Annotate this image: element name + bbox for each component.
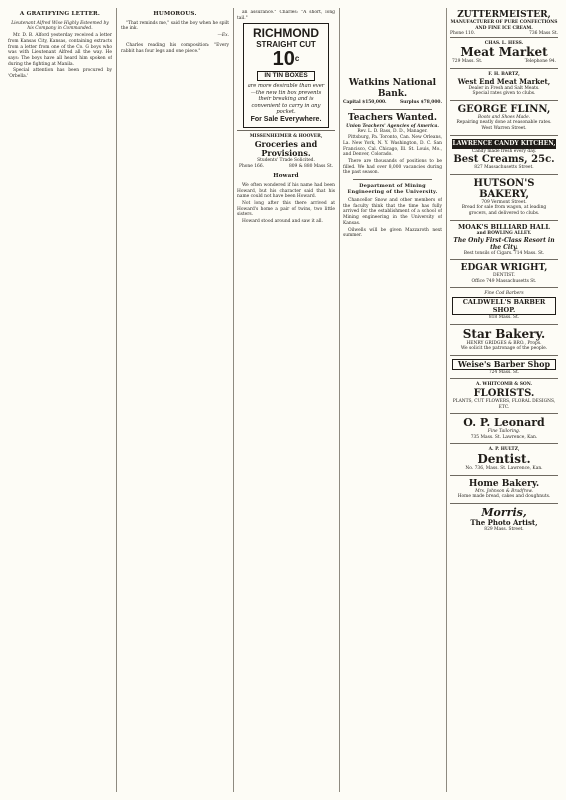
dentist-title: Dentist. [477,451,531,466]
story-heading: Howard [273,173,299,180]
column-rule [446,8,447,792]
article-body: Mr. D. B. Alford yesterday received a letter from Kansas City, Kansas, containing extracts from a letter from one of the Co. G boys who was with Lieutenant Alfred all the way. He says: The boys have all heard him spoken of during the fighting at Manila. [8,33,112,67]
teachers-cities: Pittsburg, Pa. Toronto, Can. New Orleans, La. New York, N. Y. Washington, D. C. San Francisco, Cal. Chicago, Ill. St. Louis, Mo., and Denver, Colorado. [343,135,442,158]
column-rule [233,8,234,792]
humor-closing: Charles reading his composition: "Every rabbit has four legs and one piece." [121,42,229,54]
west-end-advertisement [450,68,558,100]
teachers-subtitle: Union Teachers' Agencies of America. [346,123,439,129]
zuttermeister-address: 736 Mass St. [529,31,558,37]
grocer-address: 809 & 880 Mass St. [288,163,333,169]
meat-market-title: Meat Market [460,45,548,60]
joke-signature: —Ex. [217,33,229,39]
column-rule [339,8,340,792]
leonard-address: 735 Mass. St. Lawrence, Kan. [470,434,538,440]
hultz-advertisement [450,443,558,474]
caldwell-advertisement [450,287,558,323]
price-value: 10 [272,48,295,71]
richmond-title: RICHMOND [253,26,319,41]
missenheimer-advertisement [237,130,335,172]
whitcomb-name: A. WHITCOMB & SON. [475,382,533,388]
wright-title: EDGAR WRIGHT, [460,263,548,274]
article-heading: Department of Mining Engineering of the University. [347,183,438,196]
flinn-subtitle: Boots and Shoes Made. [477,114,531,120]
weise-advertisement [450,355,558,379]
star-bakery-title: Star Bakery. [462,326,546,341]
moak-advertisement [450,220,558,260]
trade-solicited: Students' Trade Solicited. [257,158,315,164]
florists-title: FLORISTS. [473,387,535,399]
morris-advertisement [450,503,558,536]
leonard-title: O. P. Leonard [463,416,545,430]
teachers-title: Teachers Wanted. [348,112,437,123]
candy-kitchen-banner: LAWRENCE CANDY KITCHEN, [452,139,556,147]
zuttermeister-title: ZUTTERMEISTER, [457,10,551,20]
column-top-text: an assurance." Charles: "A short, long tail." [237,10,335,21]
wright-subtitle: DENTIST. [493,273,515,279]
article-closing: Special attention has been procured by 'Orbella.' [8,68,112,80]
hutson-bakery-note: Bread for sale from wagon, at leading grocers, and delivered to clubs. [461,205,547,216]
star-bakery-advertisement [450,324,558,355]
home-bakery-advertisement [450,475,558,503]
hutson-bakery-address: 709 Vermont Street. [481,199,527,205]
article-lead: Lieutenant Alfred Wise Highly Esteemed by his Company in Commanded. [11,20,109,32]
florists-subtitle: PLANTS, CUT FLOWERS, FLORAL DESIGNS, ETC. [452,398,556,410]
leonard-advertisement [450,413,558,443]
meat-phone: Telephone 94. [524,59,556,65]
hess-advertisement [450,37,558,68]
tin-boxes-label: IN TIN BOXES [257,71,315,81]
caldwell-tagline: Fine Cod Barbers [484,291,524,297]
photo-artist-title: The Photo Artist, [470,517,538,527]
west-end-subtitle: Dealer in Fresh and Salt Meats. [468,85,540,91]
candy-kitchen-advertisement [450,135,558,174]
grocer-name: MISSENHEIMER & HOOVER, [249,134,323,140]
candy-kitchen-address: 827 Massachusetts Street. [474,165,534,171]
mining-article: Chancellor Snow and other members of the faculty think that the time has fully arrived for the establishment of a school of Mining engineering in the University of Kansas. [343,198,442,226]
home-bakery-title: Home Bakery. [468,478,540,489]
zuttermeister-subtitle: MANUFACTURER OF PURE CONFECTIONS AND FINE ICE CREAM. [450,20,558,31]
article-heading: A GRATIFYING LETTER. [19,11,101,17]
wright-address: Office 749 Massachusetts St. [471,278,537,284]
column-humorous [121,10,229,790]
story-end: Not long after this there arrived at Howard's home a pair of twins, two little sisters. [237,201,335,218]
meat-address: 729 Mass. St. [452,59,483,65]
mining-closing: Oilwells will be given Mazzaroth next summer. [343,227,442,239]
moak-subtitle: and BOWLING ALLEY. [476,231,532,236]
teachers-manager: Rev. L. D. Bass, D. D., Manager. [357,129,428,135]
richmond-price [247,49,325,69]
teachers-note: There are thousands of positions to be filled. We had over 8,000 vacancies during the past season. [343,158,442,176]
moak-note: Best tonsils of Cigars. 714 Mass. St. [463,250,545,256]
grocer-phone: Phone 166. [239,163,265,169]
whitcomb-advertisement [450,378,558,413]
candy-kitchen-price: Best Creams, 25c. [453,154,555,166]
caldwell-address: 818 Mass. St. [488,314,520,320]
column-gratifying-letter [8,10,112,790]
moak-slogan: The Only First-Class Resort in the City. [453,236,555,251]
flinn-advertisement [450,100,558,135]
leonard-subtitle: Fine Tailoring. [487,429,521,435]
groceries-label: Groceries and Provisions. [254,139,318,159]
bank-surplus: Surplus $78,000. [400,100,442,105]
column-richmond-howard [237,10,335,790]
wright-advertisement [450,259,558,287]
flinn-note: Repairing neatly done at reasonable rates. West Warren Street. [456,120,552,131]
west-end-title: West End Meat Market, [457,76,551,86]
star-bakery-subtitle: HENRY GRIDGES & BRO., Props. [466,340,542,346]
bank-capital: Capital $150,000. [343,100,387,105]
flinn-title: GEORGE FLINN, [457,103,551,115]
richmond-body: are more desirable than ever—the new tin box prevents their breaking and is convenient to carry in any pocket. [247,83,325,116]
home-bakery-note: Home made bread, cakes and doughnuts. [457,494,551,500]
column-rule [116,8,117,792]
photo-artist-address: 829 Mass. Street. [484,526,524,532]
candy-kitchen-subtitle: Candy made fresh every day. [471,148,537,154]
hutson-bakery-advertisement [450,174,558,220]
price-unit: c [294,54,300,64]
sale-everywhere-label: For Sale Everywhere. [250,116,322,124]
star-bakery-note: We solicit the patronage of the people. [460,346,548,352]
joke-text: "That reminds me," said the boy when he spilt the ink. [121,20,229,32]
hultz-address: No. 736, Mass. St. Lawrence, Kan. [465,465,543,471]
caldwell-title: CALDWELL'S BARBER SHOP. [452,297,556,315]
story-body: We often wondered if his name had been Howard, but his character said that his name could not have been Howard. [237,182,335,200]
hultz-name: A. P. HULTZ, [488,447,520,453]
west-end-note: Special rates given to clubs. [472,91,536,97]
morris-title: Morris, [481,505,527,519]
weise-address: 724 Mass. St. [488,369,520,375]
meat-contact [452,59,556,65]
weise-title: Weise's Barber Shop [452,359,556,370]
bartz-name: F. H. BARTZ, [488,71,520,77]
article-heading: HUMOROUS. [153,11,197,17]
straight-cut-label: STRAIGHT CUT [256,40,316,50]
hutson-bakery-title: HUTSON'S BAKERY, [473,177,535,200]
bank-figures [343,100,442,106]
home-bakery-subtitle: Mrs. Johnson & Bradfrow. [475,488,533,494]
richmond-advertisement [243,23,329,128]
moak-title: MOAK'S BILLIARD HALL [458,222,550,231]
bank-title: Watkins National Bank. [348,78,437,99]
zuttermeister-phone: Phone 110. [450,31,476,37]
grocer-contact [239,164,333,170]
column-advertisements [450,10,558,790]
story-closing: Howard stood around and saw it all. [242,219,323,225]
hess-name: CHAS. L. HESS. [484,40,524,46]
column-bank-teachers [343,10,442,790]
